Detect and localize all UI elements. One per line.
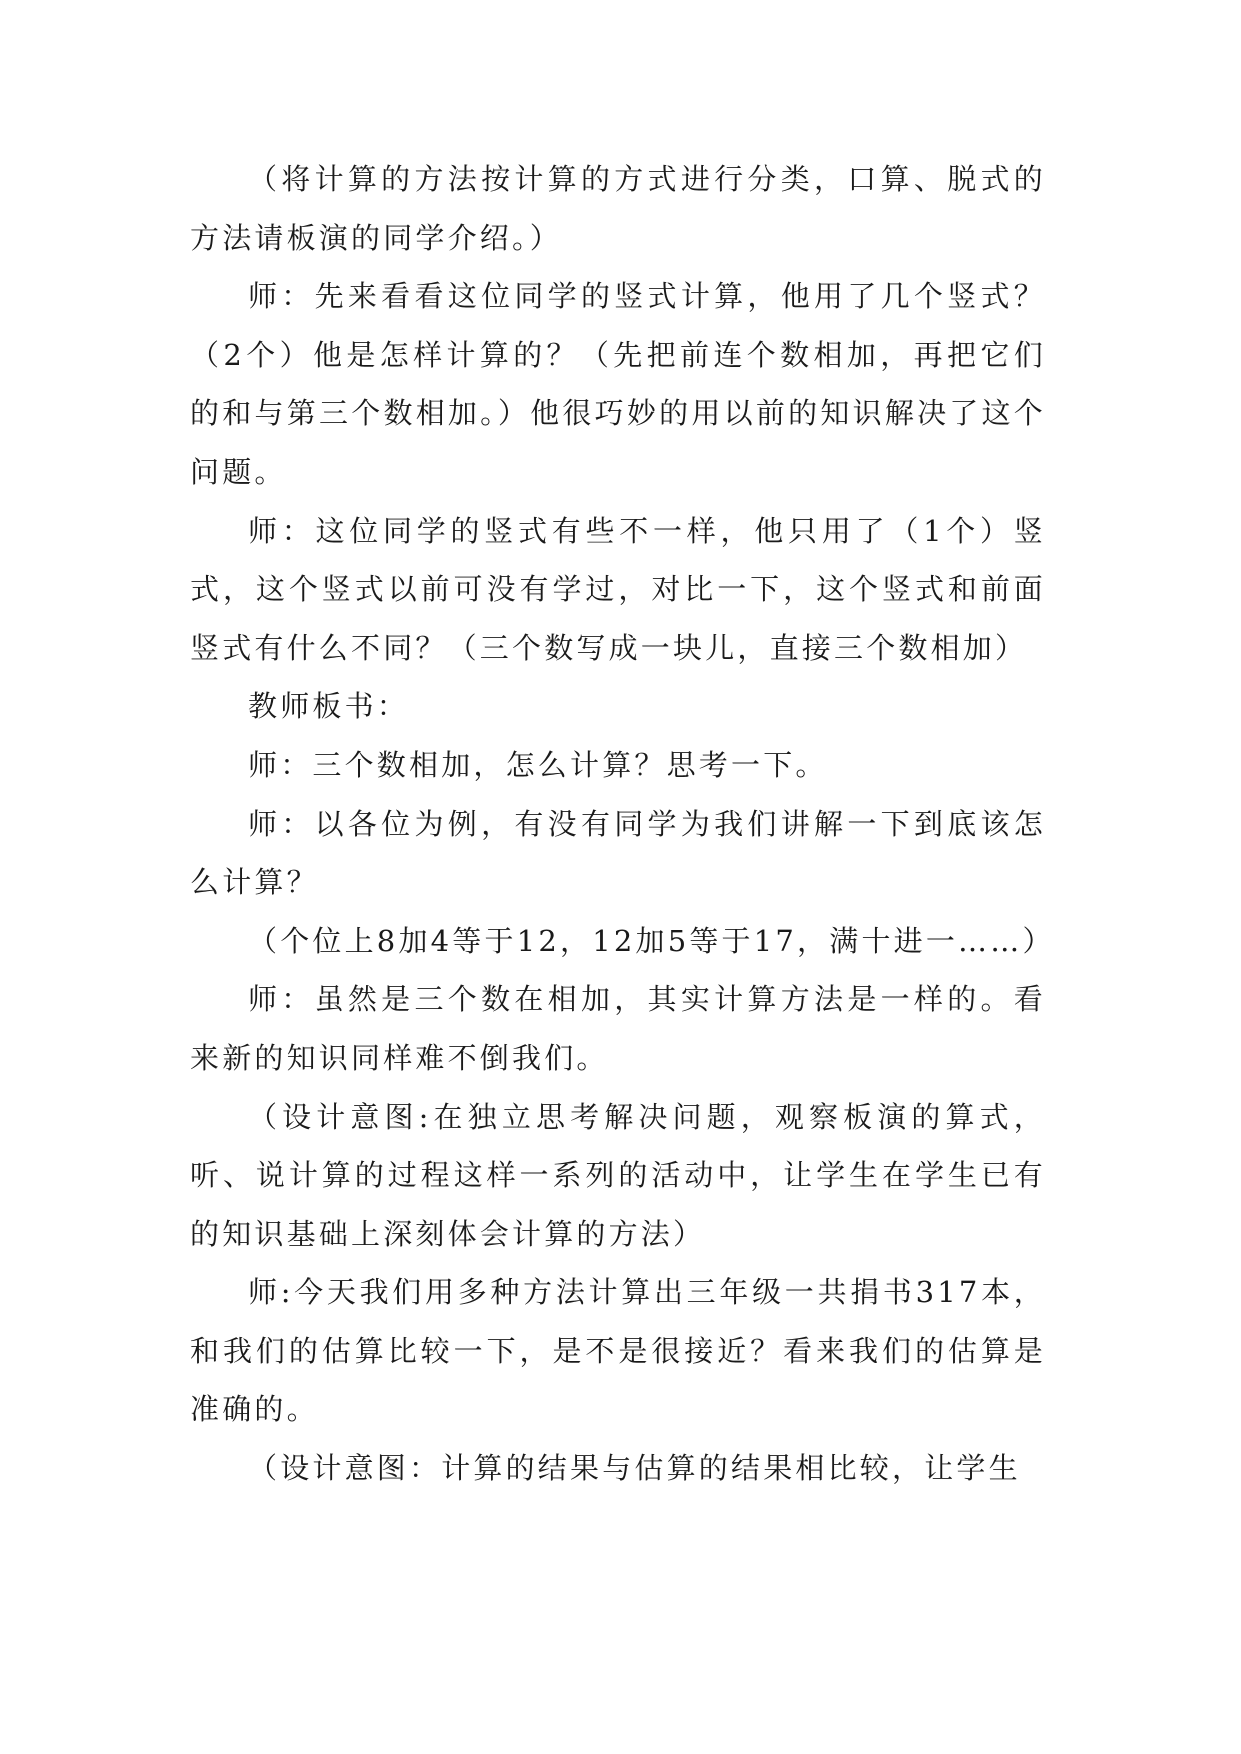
paragraph-three-numbers: 师：三个数相加，怎么计算？思考一下。: [248, 747, 828, 782]
paragraph-teacher-single-vertical: 师：这位同学的竖式有些不一样，他只用了（1个）竖式，这个竖式以前可没有学过，对比一下，这个竖式和前面竖式有什么不同？（三个数写成一块儿，直接三个数相加）: [190, 513, 1046, 665]
paragraph-classification-note: （将计算的方法按计算的方式进行分类，口算、脱式的方法请板演的同学介绍。）: [190, 162, 1046, 255]
paragraph-design-intent-2: （设计意图：计算的结果与估算的结果相比较，让学生: [248, 1451, 1021, 1486]
paragraph-total-books: 师:今天我们用多种方法计算出三年级一共捐书317本，和我们的估算比较一下，是不是很接近？看来我们的估算是准确的。: [190, 1275, 1046, 1427]
document-page: [190, 150, 1055, 1498]
paragraph-student-answer: （个位上8加4等于12，12加5等于17，满十进一……）: [248, 923, 1055, 958]
paragraph-same-method: 师：虽然是三个数在相加，其实计算方法是一样的。看来新的知识同样难不倒我们。: [190, 982, 1046, 1075]
paragraph-design-intent-1: （设计意图:在独立思考解决问题，观察板演的算式，听、说计算的过程这样一系列的活动中，让学生在学生已有的知识基础上深刻体会计算的方法）: [190, 1099, 1046, 1251]
paragraph-ones-place: 师：以各位为例，有没有同学为我们讲解一下到底该怎么计算？: [190, 806, 1046, 900]
paragraph-teacher-vertical-calc: 师：先来看看这位同学的竖式计算，他用了几个竖式？（2个）他是怎样计算的？（先把前连个数相加，再把它们的和与第三个数相加。）他很巧妙的用以前的知识解决了这个问题。: [190, 279, 1046, 489]
paragraph-board-writing: 教师板书：: [248, 689, 410, 724]
